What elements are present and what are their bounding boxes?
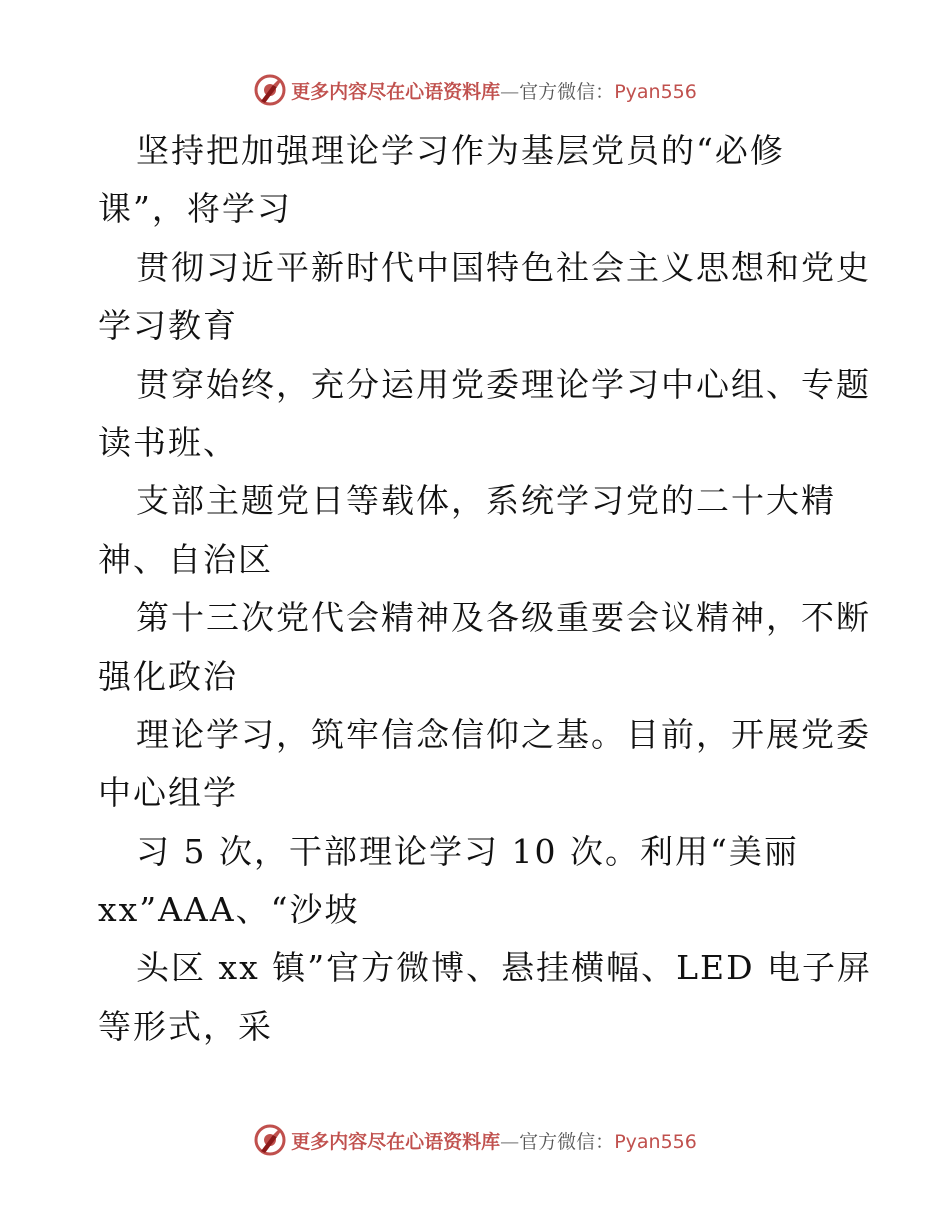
watermark-text: 更多内容尽在心语资料库—官方微信：Pyan556: [291, 80, 697, 103]
text-line: 习 5 次，干部理论学习 10 次。利用“美丽: [136, 831, 799, 871]
text-line: 等形式，采: [98, 1006, 273, 1046]
document-body: [98, 122, 873, 1056]
watermark-text: 更多内容尽在心语资料库—官方微信：Pyan556: [291, 1130, 697, 1153]
text-line: 强化政治: [98, 656, 238, 696]
pen-logo-icon: [253, 73, 287, 107]
text-line: 第十三次党代会精神及各级重要会议精神，不断: [136, 598, 871, 638]
text-line: 贯彻习近平新时代中国特色社会主义思想和党史: [136, 247, 871, 287]
header-watermark: [0, 70, 950, 110]
footer-watermark: [0, 1120, 950, 1160]
text-line: 神、自治区: [98, 539, 273, 579]
text-line: 贯穿始终，充分运用党委理论学习中心组、专题: [136, 364, 871, 404]
pen-logo-icon: [253, 1123, 287, 1157]
text-line: 课”，将学习: [98, 189, 292, 229]
text-line: 头区 xx 镇”官方微博、悬挂横幅、LED 电子屏: [136, 948, 873, 988]
text-line: 坚持把加强理论学习作为基层党员的“必修: [136, 131, 785, 170]
text-line: 理论学习，筑牢信念信仰之基。目前，开展党委: [136, 714, 871, 754]
text-line: 学习教育: [98, 306, 238, 346]
text-line: 支部主题党日等载体，系统学习党的二十大精: [136, 481, 836, 521]
text-line: xx”AAA、“沙坡: [98, 890, 360, 930]
text-line: 读书班、: [98, 422, 238, 462]
text-line: 中心组学: [98, 773, 238, 813]
